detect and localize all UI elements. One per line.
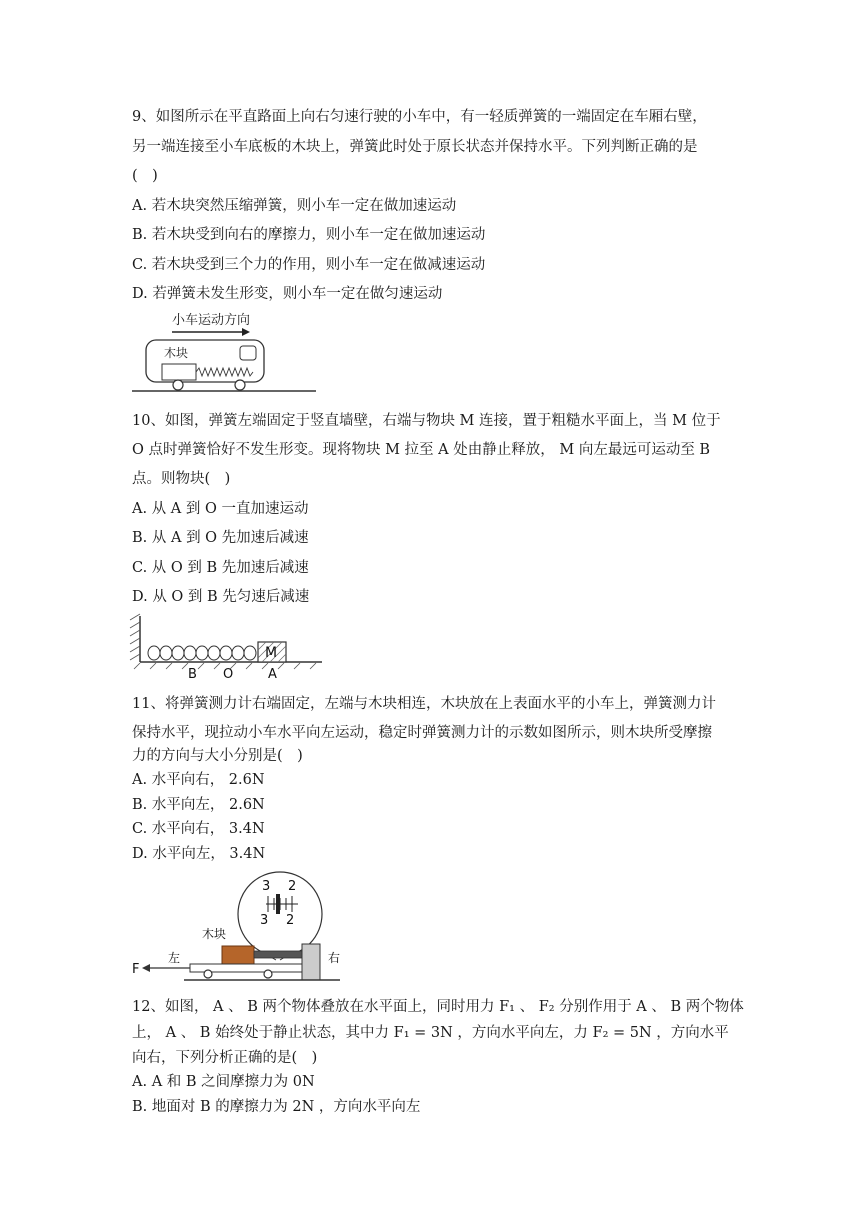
q9-direction-label: 小车运动方向 [172,313,251,328]
q11-spring-scale [254,951,302,958]
q9-cart-figure [130,306,320,398]
q11-fixed-post [302,944,320,980]
q11-left-label: 左 [168,951,181,965]
q10-option-c: C. 从 O 到 B 先加速后减速 [132,560,309,576]
q9-cart-window [240,346,256,360]
q10-wall-hatching [130,614,140,660]
q10-point-o: O [223,667,234,682]
q10-option-b: B. 从 A 到 O 先加速后减速 [132,530,309,546]
q11-option-b: B. 水平向左， 2.6N [132,797,265,813]
q11-right-label: 右 [328,951,341,965]
q10-stem-line-3: 点。则物块( ) [132,471,231,487]
q9-block-label: 木块 [164,346,189,360]
q9-option-a: A. 若木块突然压缩弹簧，则小车一定在做加速运动 [132,198,457,214]
q11-stem-line-1: 11、将弹簧测力计右端固定，左端与木块相连，木块放在上表面水平的小车上，弹簧测力计 [132,696,716,712]
q10-stem-line-2: O 点时弹簧恰好不发生形变。现将物块 M 拉至 A 处由静止释放， M 向左最远可运动至 B [132,442,711,458]
q11-stem-line-3: 力的方向与大小分别是( ) [132,748,303,764]
q11-scale-bottom-3: 3 [260,913,269,928]
q12-stem-line-2: 上， A 、 B 始终处于静止状态，其中力 F₁ = 3N ，方向水平向左，力 F₂ = 5N ，方向水平 [132,1025,729,1041]
q9-wood-block [162,364,196,380]
q10-point-b: B [188,667,197,682]
q12-option-b: B. 地面对 B 的摩擦力为 2N ，方向水平向左 [132,1099,421,1115]
q11-wood-block [222,946,254,964]
q10-mass-label: M [265,645,278,661]
q11-option-c: C. 水平向右， 3.4N [132,821,265,837]
q10-stem-line-1: 10、如图，弹簧左端固定于竖直墙壁，右端与物块 M 连接，置于粗糙水平面上，当 M 位于 [132,413,721,429]
q11-option-d: D. 水平向左， 3.4N [132,846,266,862]
q10-point-a: A [268,667,277,682]
q9-wheel-left [173,380,183,390]
q11-scale-bottom-2: 2 [286,913,295,928]
q11-scale-top-3: 3 [262,879,271,894]
q9-option-c: C. 若木块受到三个力的作用，则小车一定在做减速运动 [132,257,486,273]
q11-wheel-right [264,970,272,978]
q11-force-arrowhead [142,964,150,972]
q11-scale-top-2: 2 [288,879,297,894]
q9-stem-line-1: 9、如图所示在平直路面上向右匀速行驶的小车中，有一轻质弹簧的一端固定在车厢右壁， [132,109,707,125]
q11-scale-pointer [276,894,280,914]
q11-option-a: A. 水平向右， 2.6N [132,772,265,788]
q11-wheel-left [204,970,212,978]
q9-spring [196,368,253,376]
q9-stem-line-2: 另一端连接至小车底板的木块上，弹簧此时处于原长状态并保持水平。下列判断正确的是 [132,139,698,155]
q9-option-d: D. 若弹簧未发生形变，则小车一定在做匀速运动 [132,286,443,302]
q12-stem-line-3: 向右，下列分析正确的是( ) [132,1050,318,1066]
q9-stem-line-3: ( ) [132,168,158,184]
q12-option-a: A. A 和 B 之间摩擦力为 0N [132,1074,315,1090]
q12-stem-line-1: 12、如图， A 、 B 两个物体叠放在水平面上，同时用力 F₁ 、 F₂ 分别作用于 A 、 B 两个物体 [132,999,744,1015]
q10-spring-figure [126,612,326,682]
q10-spring [148,646,256,660]
q11-cart-figure [130,866,360,986]
q11-force-label: F [132,962,140,977]
q11-stem-line-2: 保持水平，现拉动小车水平向左运动，稳定时弹簧测力计的示数如图所示，则木块所受摩擦 [132,725,712,741]
q10-option-a: A. 从 A 到 O 一直加速运动 [132,501,309,517]
q11-block-label: 木块 [202,927,227,941]
q9-option-b: B. 若木块受到向右的摩擦力，则小车一定在做加速运动 [132,227,486,243]
q9-wheel-right [235,380,245,390]
q10-option-d: D. 从 O 到 B 先匀速后减速 [132,589,310,605]
q9-direction-arrowhead [242,328,250,336]
